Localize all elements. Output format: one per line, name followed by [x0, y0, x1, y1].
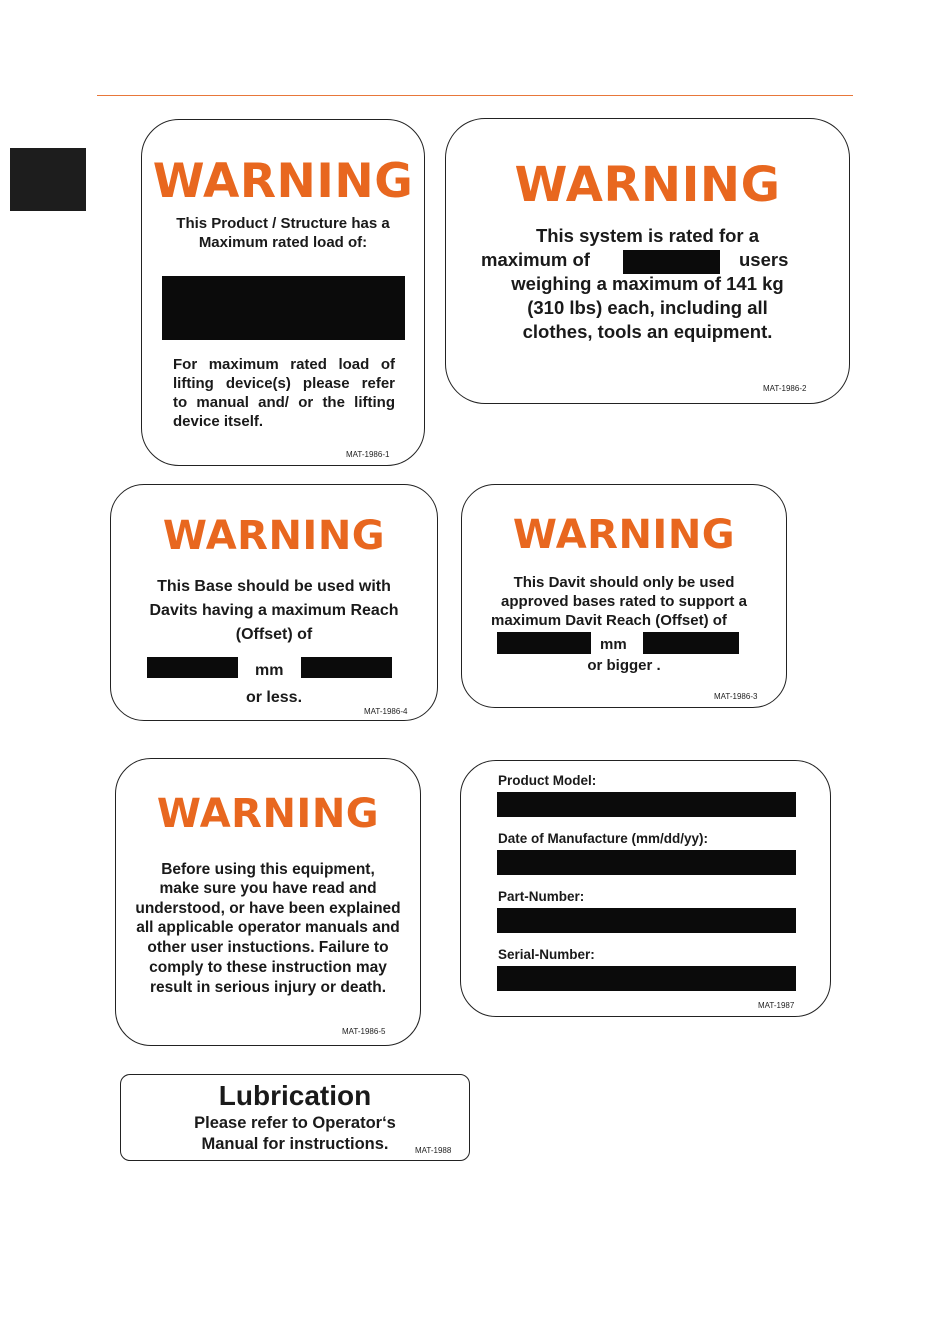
- blank-date: [497, 850, 796, 875]
- label-text: to manual and/ or the lifting: [173, 394, 395, 411]
- label-text: or bigger .: [587, 657, 661, 674]
- warning-heading: WARNING: [514, 157, 781, 213]
- label-text: Davits having a maximum Reach: [149, 602, 399, 619]
- blank-load-field: [162, 276, 405, 340]
- warning-heading: WARNING: [512, 512, 736, 558]
- label-text: all applicable operator manuals and: [136, 919, 400, 936]
- unit-text: mm: [600, 636, 627, 653]
- label-code: MAT-1986-5: [342, 1027, 386, 1036]
- blank-reach-field: [643, 632, 739, 654]
- warning-heading: WARNING: [162, 513, 386, 559]
- blank-reach-field: [497, 632, 591, 654]
- label-text: weighing a maximum of 141 kg: [511, 273, 784, 294]
- label-text: or less.: [245, 689, 303, 706]
- label-text: For maximum rated load of: [173, 356, 395, 373]
- blank-serial-number: [497, 966, 796, 991]
- label-text: maximum Davit Reach (Offset) of: [491, 612, 727, 629]
- label-text: make sure you have read and: [159, 880, 377, 897]
- lubrication-label: [120, 1074, 470, 1161]
- field-label-part-number: Part-Number:: [498, 889, 585, 904]
- blank-product-model: [497, 792, 796, 817]
- warning-heading: WARNING: [152, 154, 414, 209]
- label-text: This Base should be used with: [157, 578, 391, 595]
- warning-label-operator-manual: [115, 758, 421, 1046]
- blank-part-number: [497, 908, 796, 933]
- warning-heading: WARNING: [156, 791, 380, 837]
- unit-text: mm: [255, 662, 284, 679]
- label-text: approved bases rated to support a: [501, 593, 747, 610]
- label-text: This system is rated for a: [535, 225, 760, 246]
- label-text: Before using this equipment,: [161, 861, 375, 878]
- field-label-product-model: Product Model:: [498, 773, 597, 788]
- label-text: result in serious injury or death.: [150, 979, 386, 996]
- label-text: Maximum rated load of:: [198, 234, 368, 251]
- label-text: Manual for instructions.: [201, 1135, 389, 1153]
- product-info-label: [460, 760, 831, 1017]
- warning-label-davit-reach: [461, 484, 787, 708]
- label-code: MAT-1986-1: [346, 450, 390, 459]
- side-tab: [10, 148, 86, 211]
- label-text: users: [739, 249, 789, 270]
- label-text: lifting device(s) please refer: [173, 375, 395, 392]
- label-text: This Product / Structure has a: [176, 215, 390, 232]
- warning-label-max-load: [141, 119, 425, 466]
- field-label-date: Date of Manufacture (mm/dd/yy):: [498, 831, 709, 846]
- label-text: other user instuctions. Failure to: [147, 939, 389, 956]
- label-text: comply to these instruction may: [149, 959, 387, 976]
- lubrication-heading: Lubrication: [218, 1080, 372, 1111]
- label-text: clothes, tools an equipment.: [522, 321, 773, 342]
- header-rule: [97, 95, 853, 96]
- label-text: Please refer to Operator‘s: [194, 1114, 396, 1132]
- label-code: MAT-1986-4: [364, 707, 408, 716]
- blank-users-field: [623, 250, 720, 274]
- label-text: maximum of: [481, 249, 590, 270]
- label-text: (310 lbs) each, including all: [527, 297, 768, 318]
- label-code: MAT-1986-3: [714, 692, 758, 701]
- label-text: understood, or have been explained: [135, 900, 401, 917]
- warning-label-max-users: [445, 118, 850, 404]
- label-code: MAT-1988: [415, 1146, 452, 1155]
- label-text: This Davit should only be used: [513, 574, 735, 591]
- field-label-serial-number: Serial-Number:: [498, 947, 595, 962]
- label-text: device itself.: [173, 413, 264, 430]
- blank-reach-field: [301, 657, 392, 678]
- label-text: (Offset) of: [235, 626, 313, 643]
- warning-label-base-reach: [110, 484, 438, 721]
- label-code: MAT-1986-2: [763, 384, 807, 393]
- blank-reach-field: [147, 657, 238, 678]
- label-code: MAT-1987: [758, 1001, 795, 1010]
